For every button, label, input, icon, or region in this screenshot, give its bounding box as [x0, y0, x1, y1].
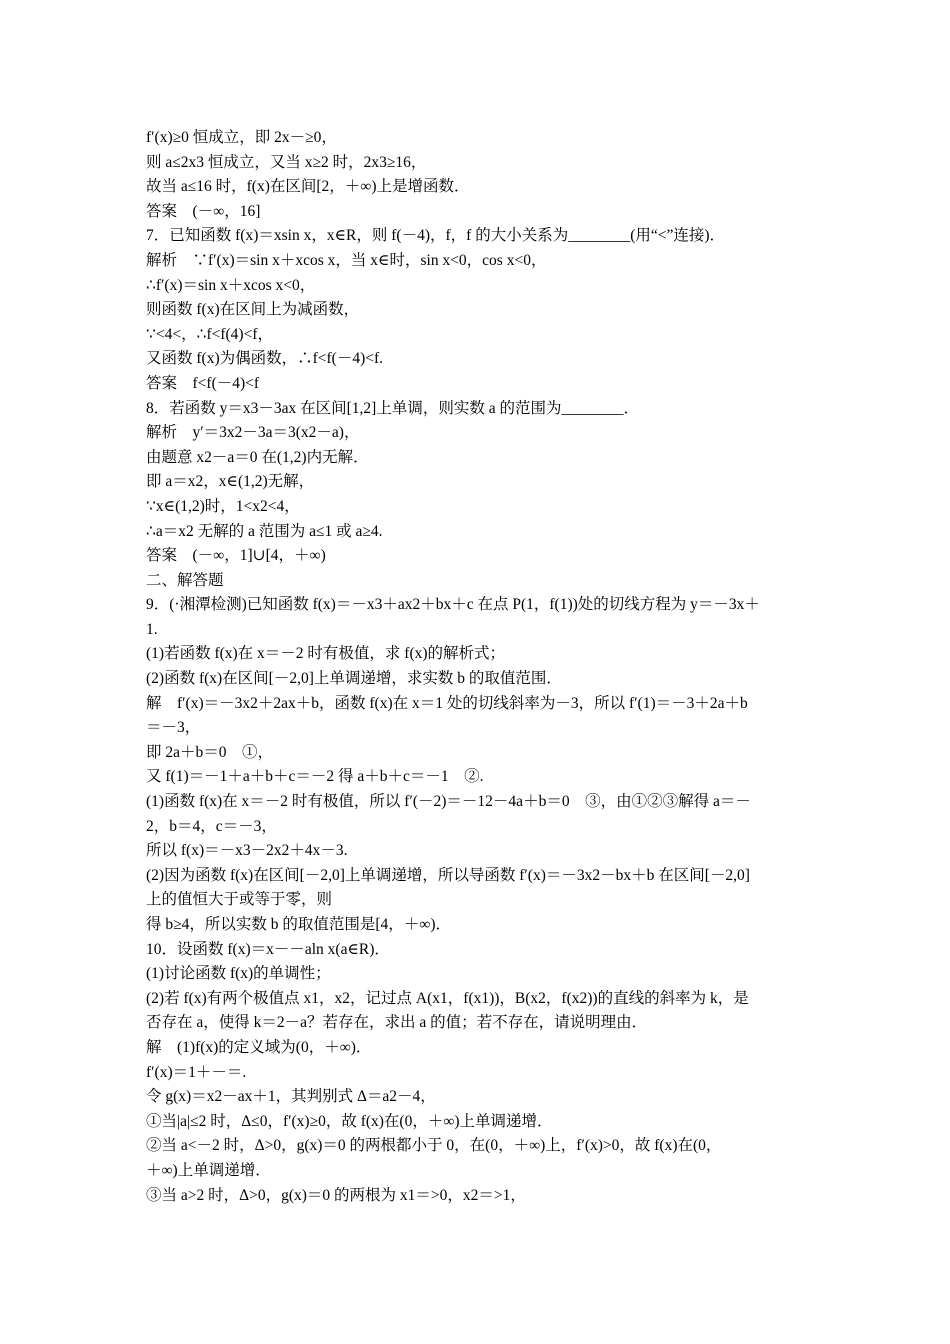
text-line-35: (1)讨论函数 f(x)的单调性；: [146, 965, 331, 983]
text-line-10: 又函数 f(x)为偶函数，∴f<f(－4)<f.: [146, 350, 384, 368]
text-line-25: ＝－3，: [146, 719, 201, 737]
answer-line-6: 答案 (－∞，16]: [146, 202, 261, 220]
document-page: [146, 126, 810, 1208]
text-line-6: 解析 ∵f′(x)＝sin x＋xcos x，当 x∈时，sin x<0，cos x<0，: [146, 251, 547, 269]
text-line-16: ∵x∈(1,2)时，1<x2<4，: [146, 497, 300, 515]
text-line-31: (2)因为函数 f(x)在区间[－2,0]上单调递增，所以导函数 f′(x)＝－3x2－bx＋b 在区间[－2,0]: [146, 866, 750, 884]
text-line-37: 否存在 a，使得 k＝2－a？若存在，求出 a 的值；若不存在，请说明理由．: [146, 1014, 648, 1032]
question-10: 10．设函数 f(x)＝x－－aln x(a∈R)．: [146, 940, 390, 958]
text-line-44: ③当 a>2 时，Δ>0，g(x)＝0 的两根为 x1＝>0，x2＝>1，: [146, 1186, 526, 1204]
answer-line-8: 答案 (－∞，1]∪[4，＋∞): [146, 547, 326, 565]
question-9: 9．(·湘潭检测)已知函数 f(x)＝－x3＋ax2＋bx＋c 在点 P(1，f(1))处的切线方程为 y＝－3x＋: [146, 596, 760, 614]
text-line-30: 所以 f(x)＝－x3－2x2＋4x－3.: [146, 842, 348, 860]
text-line-8: 则函数 f(x)在区间上为减函数，: [146, 301, 360, 319]
text-line-26: 即 2a＋b＝0 ①，: [146, 743, 274, 761]
text-line-40: 令 g(x)＝x2－ax＋1，其判别式 Δ＝a2－4，: [146, 1088, 436, 1106]
text-line-9: ∵<4<，∴f<f(4)<f，: [146, 325, 273, 343]
text-line-28: (1)函数 f(x)在 x＝－2 时有极值，所以 f′(－2)＝－12－4a＋b＝0 ③，由①②③解得 a＝－: [146, 793, 751, 811]
text-line-17: ∴a＝x2 无解的 a 范围为 a≤1 或 a≥4.: [146, 522, 383, 540]
text-line-39: f′(x)＝1＋－＝.: [146, 1063, 247, 1081]
question-7: 7．已知函数 f(x)＝xsin x，x∈R，则 f(－4)，f，f 的大小关系为________(用“<”连接)．: [146, 227, 726, 245]
text-line-3: 故当 a≤16 时，f(x)在区间[2，＋∞)上是增函数．: [146, 178, 470, 196]
text-line-24: 解 f′(x)＝－3x2＋2ax＋b，函数 f(x)在 x＝1 处的切线斜率为－3，所以 f′(1)＝－3＋2a＋b: [146, 694, 748, 712]
text-line-13: 解析 y′＝3x2－3a＝3(x2－a)，: [146, 424, 360, 442]
text-line-7: ∴f′(x)＝sin x＋xcos x<0，: [146, 276, 316, 294]
question-8: 8．若函数 y＝x3－3ax 在区间[1,2]上单调，则实数 a 的范围为________．: [146, 399, 639, 417]
text-line-2: 则 a≤2x3 恒成立，又当 x≥2 时，2x3≥16，: [146, 153, 427, 171]
text-line-42: ②当 a<－2 时，Δ>0，g(x)＝0 的两根都小于 0，在(0，＋∞)上，f′(x)>0，故 f(x)在(0，: [146, 1137, 722, 1155]
text-line-36: (2)若 f(x)有两个极值点 x1，x2，记过点 A(x1，f(x1))，B(x2，f(x2))的直线的斜率为 k，是: [146, 989, 749, 1007]
text-line-15: 即 a＝x2，x∈(1,2)无解，: [146, 473, 315, 491]
text-line-1: f′(x)≥0 恒成立，即 2x－≥0，: [146, 129, 337, 146]
text-line-43: ＋∞)上单调递增．: [146, 1161, 271, 1179]
text-line-38: 解 (1)f(x)的定义域为(0，＋∞)．: [146, 1038, 372, 1056]
text-line-41: ①当|a|≤2 时，Δ≤0，f′(x)≥0，故 f(x)在(0，＋∞)上单调递增．: [146, 1112, 553, 1130]
answer-line-7: 答案 f<f(－4)<f: [146, 374, 260, 392]
text-line-29: 2，b＝4，c＝－3，: [146, 817, 277, 835]
text-line-33: 得 b≥4，所以实数 b 的取值范围是[4，＋∞)．: [146, 916, 452, 933]
text-line-21: 1.: [146, 620, 158, 638]
section-heading: 二、解答题: [146, 571, 224, 589]
text-line-14: 由题意 x2－a＝0 在(1,2)内无解．: [146, 448, 369, 466]
text-line-22: (1)若函数 f(x)在 x＝－2 时有极值，求 f(x)的解析式；: [146, 645, 506, 663]
text-line-23: (2)函数 f(x)在区间[－2,0]上单调递增，求实数 b 的取值范围．: [146, 670, 562, 688]
text-line-32: 上的值恒大于或等于零，则: [146, 891, 333, 909]
text-line-27: 又 f(1)＝－1＋a＋b＋c＝－2 得 a＋b＋c＝－1 ②.: [146, 768, 484, 786]
